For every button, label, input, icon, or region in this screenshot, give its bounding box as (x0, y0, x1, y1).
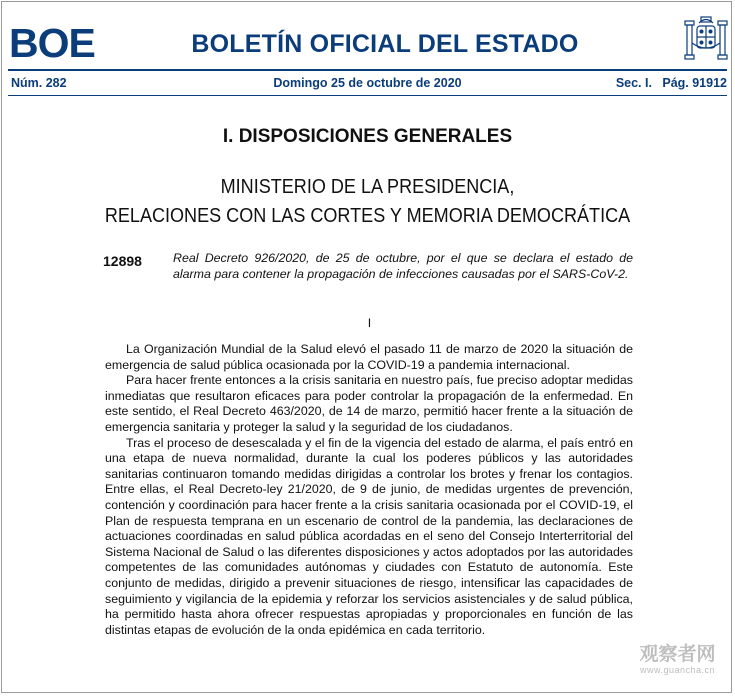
paragraph: Para hacer frente entonces a la crisis sanitaria en nuestro país, fue preciso adoptar medidas inmediatas que resultaron eficaces para poder controlar la propagación de la enfermedad. En este sentido, el Real Decreto 463/2020, de 14 de marzo, permitió hacer frente a la situación de emergencia sanitaria y proteger la salud y la seguridad de los ciudadanos. (105, 373, 633, 434)
watermark-url: www.guancha.cn (639, 665, 716, 675)
boe-logo-text: BOE (9, 20, 95, 66)
paragraph: La Organización Mundial de la Salud elevó el pasado 11 de marzo de 2020 la situación de emergencia de salud pública ocasionada por la COVID-19 a pandemia internacional. (105, 342, 633, 372)
ministry-line-1: MINISTERIO DE LA PRESIDENCIA, (220, 175, 515, 198)
watermark-text: 观察者网 (639, 644, 716, 665)
disposition-title: Real Decreto 926/2020, de 25 de octubre, por el que se declara el estado de alarma para contener la propagación de infecciones causadas por el SARS-CoV-2. (173, 251, 633, 281)
boe-logo (9, 20, 95, 66)
watermark (625, 645, 730, 675)
disposition-number: 12898 (103, 253, 142, 269)
ministry-heading (44, 172, 691, 230)
header-rule-bottom (8, 95, 727, 96)
bulletin-title: BOLETÍN OFICIAL DEL ESTADO (191, 30, 579, 58)
header-rule-top (8, 69, 727, 71)
issue-date: Domingo 25 de octubre de 2020 (273, 76, 462, 90)
body-text (105, 342, 633, 638)
spain-coat-of-arms-icon (683, 13, 729, 67)
ministry-line-2: RELACIONES CON LAS CORTES Y MEMORIA DEMOCRÁTICA (104, 204, 631, 227)
roman-heading: I (367, 316, 372, 330)
section-page: Sec. I. Pág. 91912 (615, 76, 727, 90)
issue-number: Núm. 282 (11, 76, 67, 90)
section-heading: I. DISPOSICIONES GENERALES (222, 126, 513, 147)
paragraph: Tras el proceso de desescalada y el fin de la vigencia del estado de alarma, el país entró en una etapa de nueva normalidad, durante la cual los poderes públicos y las autoridades sanitarias continuaron tomando medidas dirigidas a controlar los brotes y frenar los contagios. Entre ellas, el Real Decreto-ley 21/2020, de 9 de junio, de medidas urgentes de prevención, contención y coordinación para hacer frente a la crisis sanitaria ocasionada por el COVID-19, el Plan de respuesta temprana en un escenario de control de la pandemia, las declaraciones de actuaciones coordinadas en salud pública acordadas en el seno del Consejo Interterritorial del Sistema Nacional de Salud o las diferentes disposiciones y actos adoptados por las autoridades competentes de las comunidades autónomas y ciudades con Estatuto de autonomía. Este conjunto de medidas, dirigido a prevenir situaciones de riesgo, intensificar las capacidades de seguimiento y vigilancia de la epidemia y reforzar los servicios asistenciales y de salud pública, ha permitido hasta ahora ofrecer respuestas apropiadas y proporcionales en función de las distintas etapas de evolución de la onda epidémica en cada territorio. (105, 435, 633, 637)
